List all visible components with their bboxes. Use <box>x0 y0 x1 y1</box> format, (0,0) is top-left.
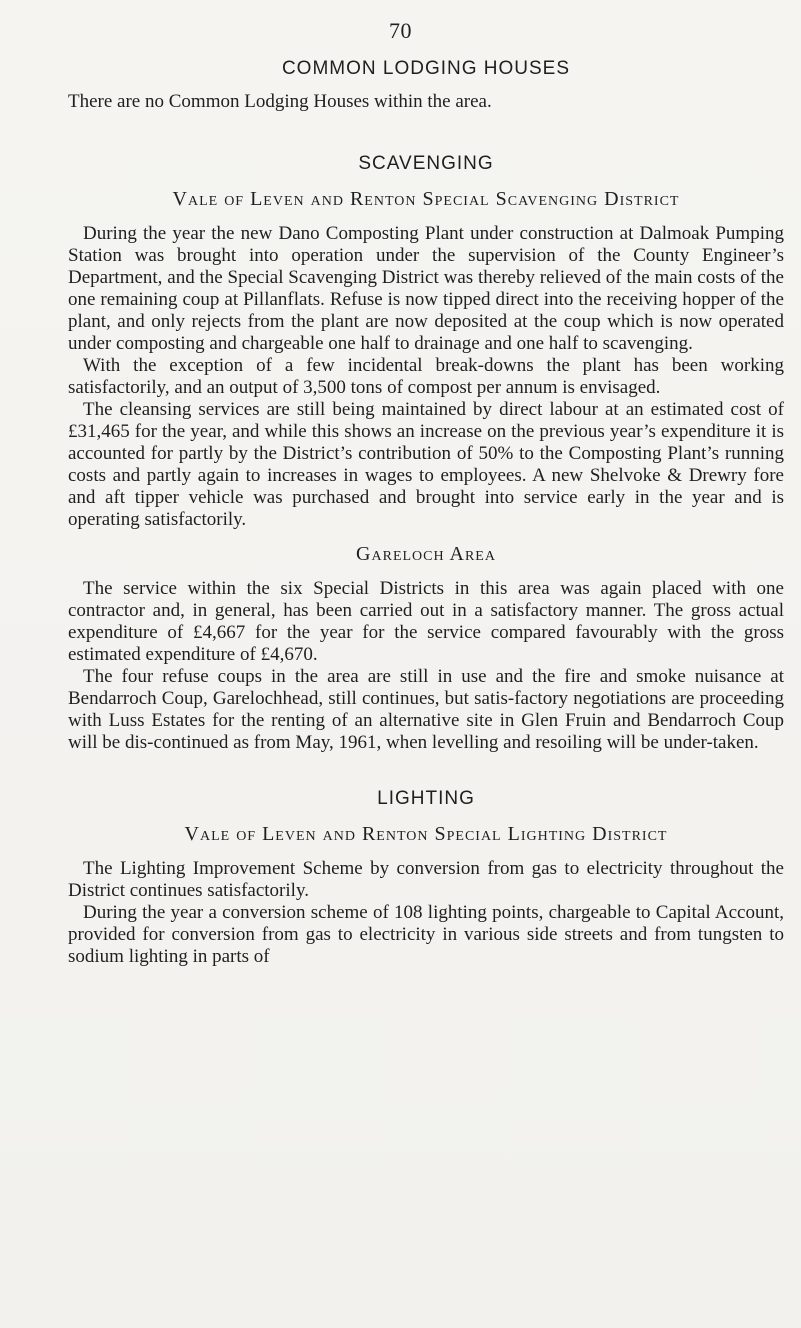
scavenging-paragraph-2: With the exception of a few incidental break-downs the plant has been working satisfactorily, and an output of 3,500 tons of compost per annum is envisaged. <box>68 355 784 398</box>
subtitle-gareloch-area: Gareloch Area <box>356 543 496 565</box>
gareloch-paragraph-2: The four refuse coups in the area are still in use and the fire and smoke nuisance at Bendarroch Coup, Garelochhead, still continues, but satis-factory negotiations are proceeding with Luss Estates for the renting of an alternative site in Glen Fruin and Bendarroch Coup will be dis-continued as from May, 1961, when levelling and resoiling will be under-taken. <box>68 666 784 753</box>
section-title-scavenging: SCAVENGING <box>358 153 494 174</box>
scavenging-paragraph-3: The cleansing services are still being maintained by direct labour at an estimated cost of £31,465 for the year, and while this shows an increase on the previous year’s expenditure it is accounted for partly by the District’s contribution of 50% to the Composting Plant’s running costs and partly again to increases in wages to employees. A new Shelvoke & Drewry fore and aft tipper vehicle was purchased and brought into service early in the year and is operating satisfactorily. <box>68 399 784 530</box>
subtitle-vale-of-leven-scavenging: Vale of Leven and Renton Special Scavenging District <box>172 188 680 210</box>
subtitle-vale-of-leven-lighting: Vale of Leven and Renton Special Lighting District <box>184 823 668 845</box>
lodging-paragraph: There are no Common Lodging Houses within the area. <box>68 91 492 112</box>
scavenging-paragraph-1: During the year the new Dano Composting Plant under construction at Dalmoak Pumping Station was brought into operation under the supervision of the County Engineer’s Department, and the Special Scavenging District was thereby relieved of the main costs of the one remaining coup at Pillanflats. Refuse is now tipped direct into the receiving hopper of the plant, and only rejects from the plant are now deposited at the coup which is now operated under composting and chargeable one half to drainage and one half to scavenging. <box>68 223 784 354</box>
section-title-common-lodging-houses: COMMON LODGING HOUSES <box>281 58 571 79</box>
page-content <box>68 58 784 968</box>
gareloch-paragraph-1: The service within the six Special Districts in this area was again placed with one contractor and, in general, has been carried out in a satisfactory manner. The gross actual expenditure of £4,667 for the year for the service compared favourably with the gross estimated expenditure of £4,670. <box>68 578 784 665</box>
page-number: 70 <box>389 18 412 43</box>
lighting-paragraph-2: During the year a conversion scheme of 108 lighting points, chargeable to Capital Account, provided for conversion from gas to electricity in various side streets and from tungsten to sodium lighting in parts of <box>68 902 784 967</box>
lighting-paragraph-1: The Lighting Improvement Scheme by conversion from gas to electricity throughout the District continues satisfactorily. <box>68 858 784 901</box>
section-title-lighting: LIGHTING <box>377 788 475 809</box>
